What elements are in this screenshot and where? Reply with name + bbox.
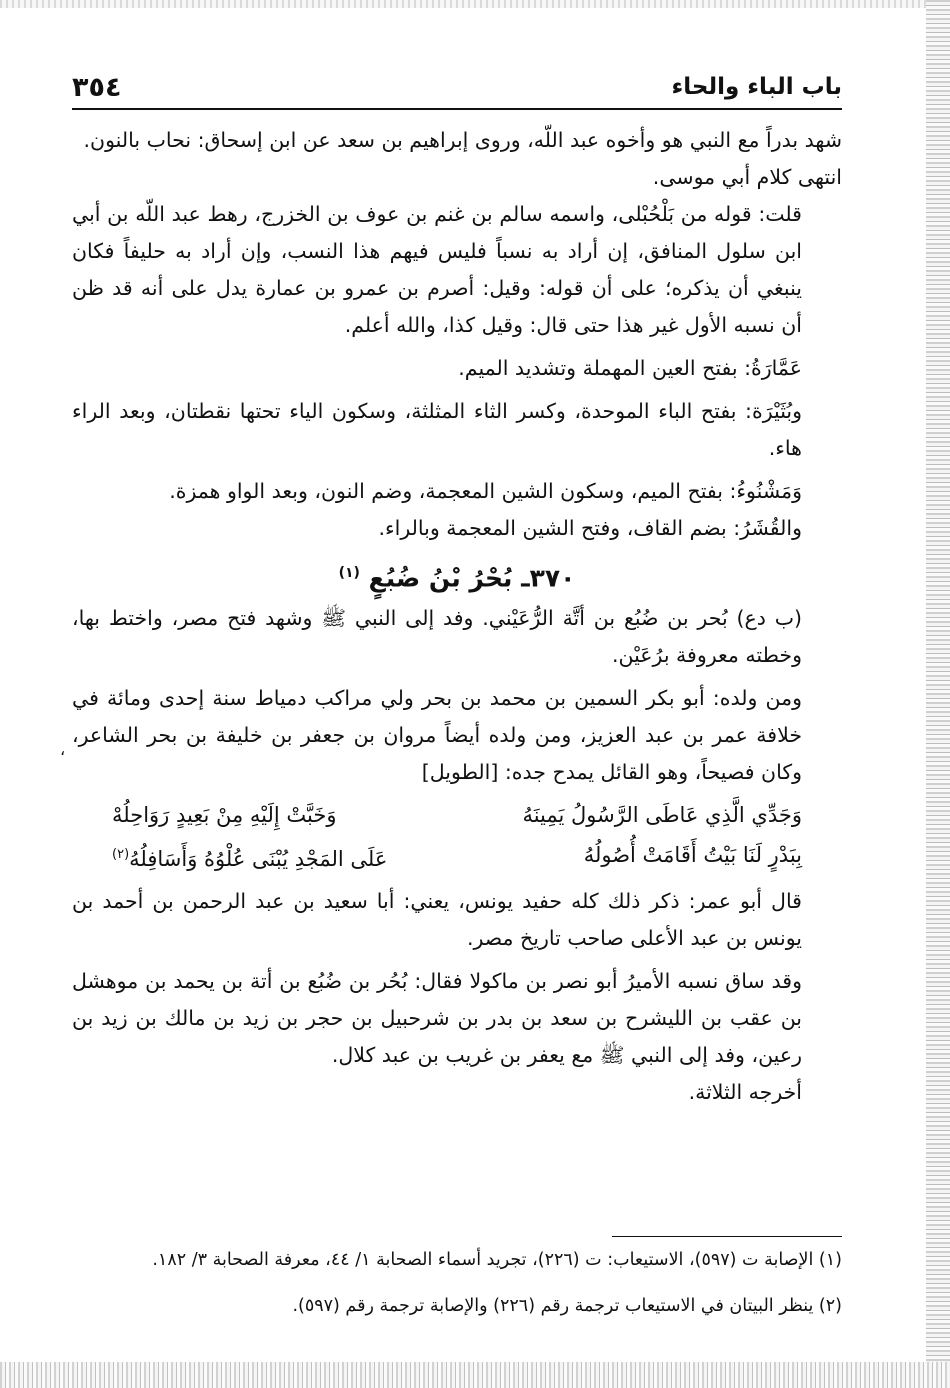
margin-mark: ، — [60, 740, 66, 759]
decorative-border-top — [0, 0, 950, 8]
paragraph: قال أبو عمر: ذكر ذلك كله حفيد يونس، يعني: أبا سعيد بن عبد الرحمن بن أحمد بن يونس بن عبد الأعلى صاحب تاريخ مصر. — [72, 889, 802, 951]
poem-line — [112, 795, 802, 835]
page-number: ٣٥٤ — [72, 72, 122, 103]
paragraph: أخرجه الثلاثة. — [688, 1080, 802, 1105]
poem-hemistich-text: عَلَى المَجْدِ يُبْنَى عُلْوُهُ وَأَسَافِلُهُ — [129, 847, 388, 872]
poem — [72, 791, 842, 883]
decorative-border-right — [926, 0, 950, 1388]
paragraph: انتهى كلام أبي موسى. — [652, 165, 842, 189]
paragraph: والقُشَرُ: بضم القاف، وفتح الشين المعجمة وبالراء. — [378, 516, 802, 540]
paragraph: ومن ولده: أبو بكر السمين بن محمد بن بحر ولي مراكب دمياط سنة إحدى ومائة في خلافة عمر بن عبد العزيز، ومن ولده أيضاً مروان بن جعفر بن خليفة بن بحر الشاعر، وكان فصيحاً، وهو القائل يمدح جده: [الطويل] — [72, 686, 802, 785]
entry-heading — [72, 555, 842, 596]
paragraph: شهد بدراً مع النبي هو وأخوه عبد اللّه، وروى إبراهيم بن سعد عن ابن إسحاق: نحاب بالنون. — [83, 128, 842, 152]
paragraph: عَمَّارَةُ: بفتح العين المهملة وتشديد الميم. — [458, 356, 802, 380]
footnote: (١) الإصابة ت (٥٩٧)، الاستيعاب: ت (٢٢٦)، تجريد أسماء الصحابة ١/ ٤٤، معرفة الصحابة ٣/ ١٨٢. — [152, 1250, 842, 1270]
header-divider — [72, 108, 842, 110]
poem-line — [112, 835, 802, 879]
paragraph: وبُثَيْرَة: بفتح الباء الموحدة، وكسر الثاء المثلثة، وسكون الياء تحتها نقطتان، وبعد الراء هاء. — [72, 399, 802, 460]
footnote: (٢) ينظر البيتان في الاستيعاب ترجمة رقم (٢٢٦) والإصابة ترجمة رقم (٥٩٧). — [292, 1296, 842, 1316]
footnote-ref: (٢) — [112, 847, 130, 863]
paragraph: (ب دع) بُحر بن ضُبُع بن أتَّة الرُّعَيْني. وفد إلى النبي ﷺ وشهد فتح مصر، واختط بها، وخطته معروفة برُعَيْن. — [72, 606, 802, 668]
footnote-ref: (١) — [338, 565, 360, 581]
poem-hemistich-first: بِبَدْرٍ لَنَا بَيْتُ أَقَامَتْ أُصُولُهُ — [583, 843, 802, 868]
entry-title-text: ٣٧٠ـ بُحْرُ بْنُ ضُبُعٍ — [368, 563, 576, 593]
poem-hemistich-first: وَجَدِّي الَّذِي عَاطَى الرَّسُولُ يَمِينَهُ — [522, 803, 802, 828]
footnotes — [72, 1248, 842, 1340]
chapter-title: باب الباء والحاء — [671, 74, 842, 100]
paragraph: وقد ساق نسبه الأميرُ أبو نصر بن ماكولا فقال: بُحُر بن ضُبُع بن أتة بن يحمد بن موهشل بن عقب بن الليشرح بن سعد بن بدر بن شرحبيل بن حجر بن زيد بن مالك بن زيد بن رعين، وفد إلى النبي ﷺ مع يعفر بن غريب بن عبد كلال. — [72, 969, 802, 1068]
poem-hemistich-second: وَخَبَّتْ إِلَيْهِ مِنْ بَعِيدٍ رَوَاحِلُهْ — [112, 803, 337, 828]
main-text — [72, 122, 842, 1111]
page-header — [72, 70, 842, 106]
paragraph: وَمَشْنُوءُ: بفتح الميم، وسكون الشين المعجمة، وضم النون، وبعد الواو همزة. — [169, 479, 802, 503]
paragraph: قلت: قوله من بَلْحُبْلى، واسمه سالم بن غنم بن عوف بن الخزرج، رهط عبد اللّه بن أبي ابن سلول المنافق، إن أراد به نسباً فليس فيهم هذا النسب، وإن أراد به حليفاً فكان ينبغي أن يذكره؛ على أن قوله: وقيل: أصرم بن عمرو بن عمارة يدل على أنه قد ظن أن نسبه الأول غير هذا حتى قال: وقيل كذا، والله أعلم. — [72, 202, 802, 337]
decorative-border-bottom — [0, 1362, 950, 1388]
footnote-divider — [612, 1236, 842, 1237]
poem-hemistich-second — [112, 835, 387, 879]
